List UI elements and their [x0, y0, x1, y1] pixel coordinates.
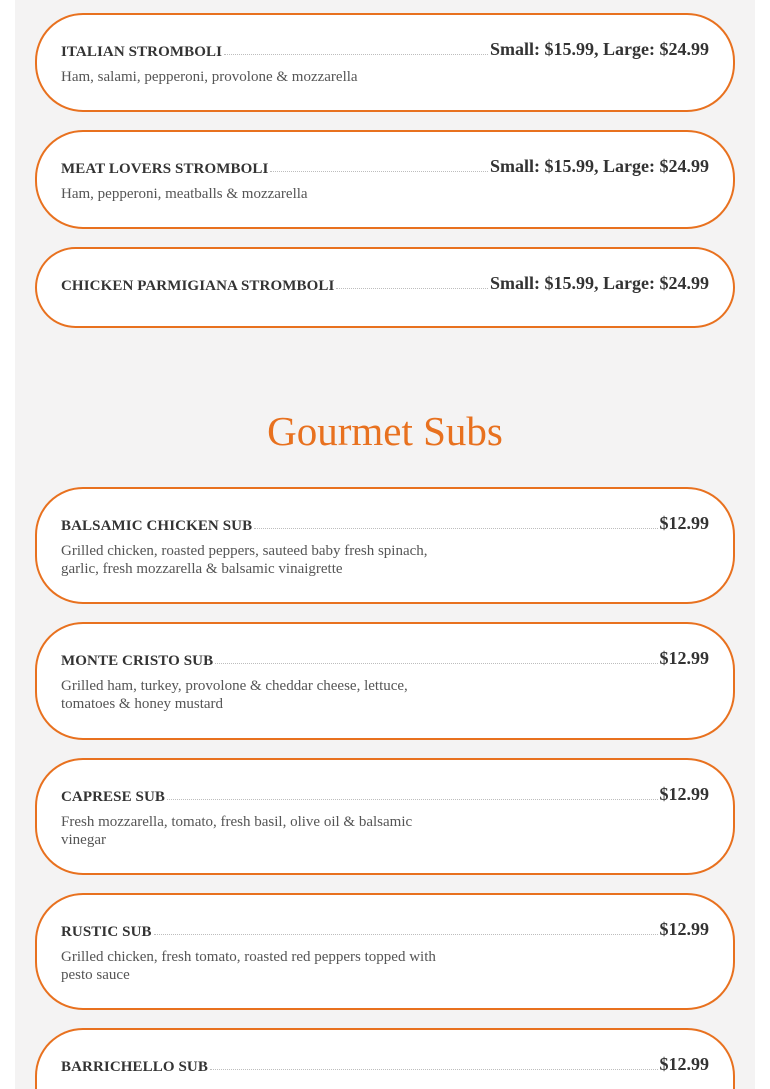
dotted-leader	[224, 54, 488, 55]
menu-item-name: BALSAMIC CHICKEN SUB	[61, 518, 253, 534]
menu-item-rustic-sub	[35, 893, 735, 1010]
dotted-leader	[154, 934, 658, 935]
menu-item-price: $12.99	[659, 513, 709, 533]
section-title-gourmet-subs: Gourmet Subs	[267, 408, 503, 454]
menu-item-price: $12.99	[659, 1054, 709, 1074]
menu-item-caprese-sub	[35, 758, 735, 875]
menu-item-chicken-parmigiana-stromboli	[35, 247, 735, 328]
menu-item-price: $12.99	[659, 919, 709, 939]
menu-item-price: Small: $15.99, Large: $24.99	[490, 39, 709, 59]
menu-item-barrichello-sub	[35, 1028, 735, 1089]
dotted-leader	[254, 528, 657, 529]
menu-item-name: CAPRESE SUB	[61, 789, 166, 805]
dotted-leader	[210, 1069, 658, 1070]
menu-item-description: Grilled ham, turkey, provolone & cheddar cheese, lettuce, tomatoes & honey mustard	[61, 678, 408, 712]
menu-item-price: Small: $15.99, Large: $24.99	[490, 156, 709, 176]
menu-item-italian-stromboli	[35, 13, 735, 112]
dotted-leader	[270, 171, 488, 172]
menu-item-description: Ham, salami, pepperoni, provolone & mozzarella	[61, 69, 358, 85]
menu-item-description: Grilled chicken, roasted peppers, sauteed baby fresh spinach, garlic, fresh mozzarella & balsamic vinaigrette	[61, 543, 428, 577]
menu-item-name: MONTE CRISTO SUB	[61, 653, 214, 669]
menu-item-balsamic-chicken-sub	[35, 487, 735, 604]
menu-item-description: Ham, pepperoni, meatballs & mozzarella	[61, 186, 308, 202]
menu-item-name: MEAT LOVERS STROMBOLI	[61, 161, 269, 177]
menu-item-header	[61, 919, 709, 941]
menu-item-price: $12.99	[659, 648, 709, 668]
menu-item-header	[61, 1054, 709, 1076]
dotted-leader	[167, 799, 657, 800]
menu-item-price: Small: $15.99, Large: $24.99	[490, 273, 709, 293]
menu-item-name: ITALIAN STROMBOLI	[61, 44, 223, 60]
menu-item-meat-lovers-stromboli	[35, 130, 735, 229]
menu-item-name: RUSTIC SUB	[61, 924, 152, 940]
menu-item-name: CHICKEN PARMIGIANA STROMBOLI	[61, 278, 335, 294]
menu-item-description: Grilled chicken, fresh tomato, roasted red peppers topped with pesto sauce	[61, 949, 436, 983]
menu-item-header	[61, 273, 709, 295]
menu-item-name: BARRICHELLO SUB	[61, 1059, 208, 1075]
menu-item-price: $12.99	[659, 784, 709, 804]
menu-item-header	[61, 784, 709, 806]
dotted-leader	[215, 663, 657, 664]
menu-item-header	[61, 39, 709, 61]
menu-item-header	[61, 156, 709, 178]
menu-item-header	[61, 513, 709, 535]
menu-item-description: Fresh mozzarella, tomato, fresh basil, olive oil & balsamic vinegar	[61, 814, 413, 848]
menu-item-header	[61, 648, 709, 670]
dotted-leader	[336, 288, 488, 289]
menu-item-monte-cristo-sub	[35, 622, 735, 740]
